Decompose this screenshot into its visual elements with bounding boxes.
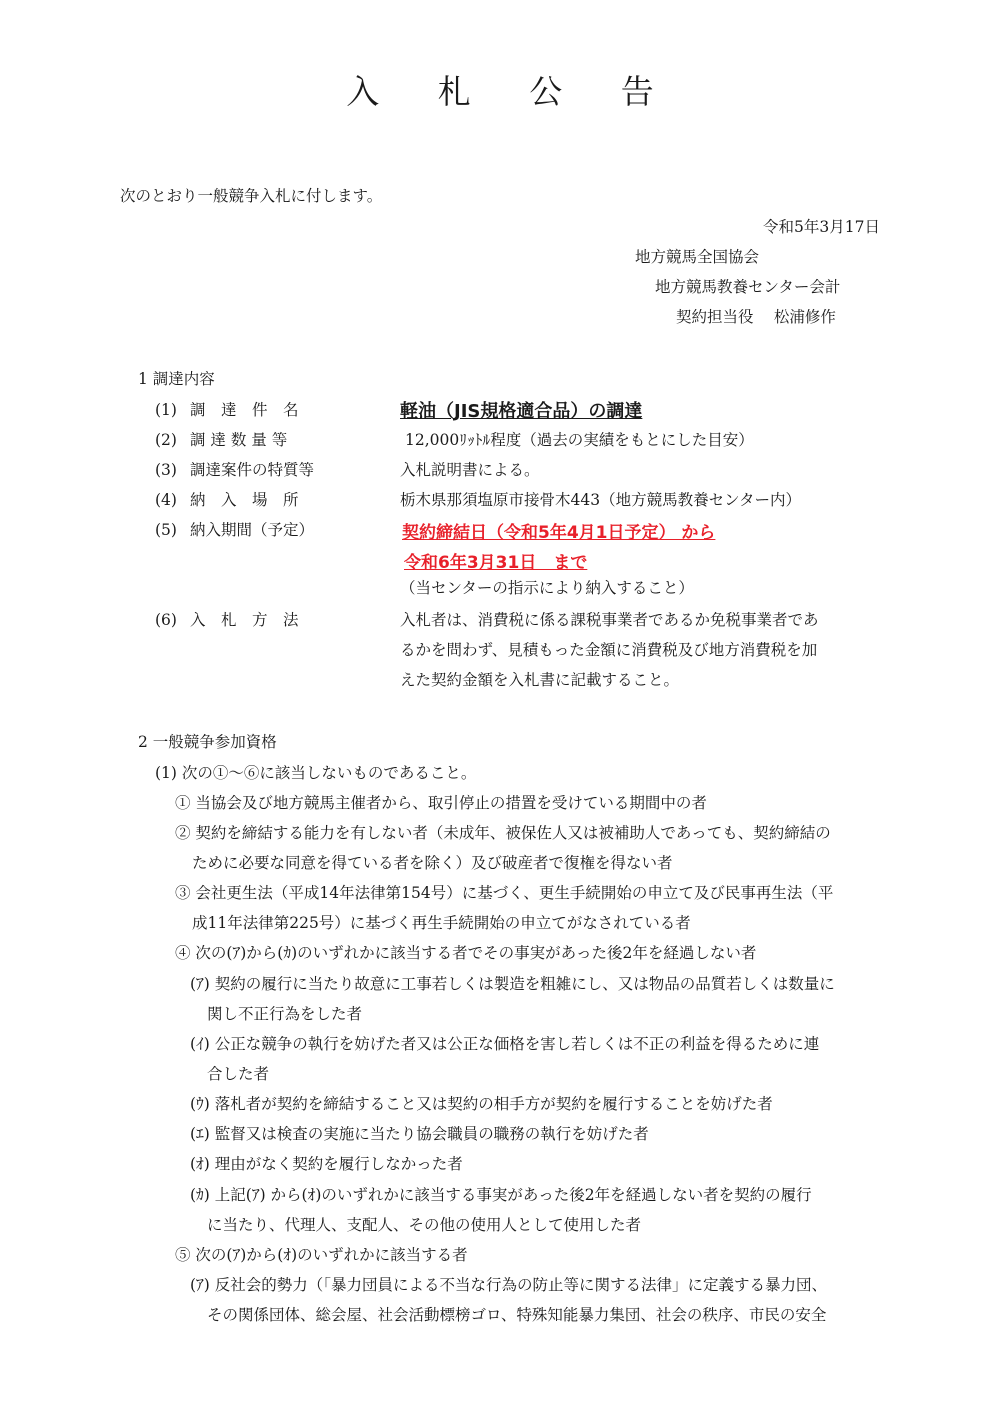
notice-date: 令和5年3月17日 [763,218,880,236]
qualification-line: (ｵ) 理由がなく契約を履行しなかった者 [190,1155,463,1173]
page-title: 入 札 公 告 [346,72,678,111]
item-value: 栃木県那須塩原市接骨木443（地方競馬教養センター内） [400,491,801,509]
item-value: 入札説明書による。 [400,461,540,479]
qualification-line: 関し不正行為をした者 [207,1005,363,1023]
qualification-line: その関係団体、総会屋、社会活動標榜ゴロ、特殊知能暴力集団、社会の秩序、市民の安全 [207,1306,827,1324]
qualification-line: (ｲ) 公正な競争の執行を妨げた者又は公正な価格を害し若しくは不正の利益を得るために連 [190,1035,820,1053]
item-value-line: 入札者は、消費税に係る課税事業者であるか免税事業者であ [400,611,819,629]
item-value-line: るかを問わず、見積もった金額に消費税及び地方消費税を加 [400,641,818,659]
item-label: 納 入 場 所 [190,491,299,509]
qualification-line: 成11年法律第225号）に基づく再生手続開始の申立てがなされている者 [192,914,691,932]
item-label: 調 達 件 名 [190,401,299,419]
issuer-dept: 地方競馬教養センター会計 [655,278,841,296]
qualification-line: (1) 次の①～⑥に該当しないものであること。 [155,764,477,782]
qualification-line: ⑤ 次の(ｱ)から(ｵ)のいずれかに該当する者 [175,1246,468,1264]
qualification-line: ② 契約を締結する能力を有しない者（未成年、被保佐人又は被補助人であっても、契約締結の [175,824,831,842]
item-number: (4) [155,491,177,509]
qualification-line: ① 当協会及び地方競馬主催者から、取引停止の措置を受けている期間中の者 [175,794,707,812]
qualification-line: ④ 次の(ｱ)から(ｶ)のいずれかに該当する者でその事実があった後2年を経過しない者 [175,944,757,962]
qualification-line: (ｳ) 落札者が契約を締結すること又は契約の相手方が契約を履行することを妨げた者 [190,1095,773,1113]
item-label: 納入期間（予定） [190,521,315,539]
qualification-line: (ｱ) 反社会的勢力（「暴力団員による不当な行為の防止等に関する法律」に定義する暴力団、 [190,1276,828,1294]
item-number: (2) [155,431,177,449]
qualification-line: (ｴ) 監督又は検査の実施に当たり協会職員の職務の執行を妨げた者 [190,1125,649,1143]
qualification-line: (ｱ) 契約の履行に当たり故意に工事若しくは製造を粗雑にし、又は物品の品質若しくは数量に [190,975,835,993]
item-label: 調 達 数 量 等 [190,431,288,449]
item-value: 12,000ﾘｯﾄﾙ程度（過去の実績をもとにした目安） [405,431,754,449]
item-number: (5) [155,521,177,539]
delivery-note: （当センターの指示により納入すること） [400,579,694,597]
qualification-line: ③ 会社更生法（平成14年法律第154号）に基づく、更生手続開始の申立て及び民事再生法（平 [175,884,834,902]
item-label: 調達案件の特質等 [190,461,315,479]
item-number: (1) [155,401,177,419]
item-value-line: えた契約金額を入札書に記載すること。 [400,671,680,689]
issuer-org: 地方競馬全国協会 [635,248,760,266]
delivery-period-start: 契約締結日（令和5年4月1日予定） から [402,523,716,543]
issuer-officer: 契約担当役 松浦修作 [676,308,836,326]
qualification-line: ために必要な同意を得ている者を除く）及び破産者で復権を得ない者 [192,854,673,872]
procurement-subject: 軽油（JIS規格適合品）の調達 [400,401,643,422]
qualification-line: (ｶ) 上記(ｱ) から(ｵ)のいずれかに該当する事実があった後2年を経過しない者を契約の履行 [190,1186,812,1204]
delivery-period-end: 令和6年3月31日 まで [404,553,588,573]
section2-heading: 2 一般競争参加資格 [138,733,277,751]
item-label: 入 札 方 法 [190,611,299,629]
qualification-line: 合した者 [207,1065,270,1083]
section1-heading: 1 調達内容 [138,370,215,388]
item-number: (6) [155,611,177,629]
item-number: (3) [155,461,177,479]
intro-text: 次のとおり一般競争入札に付します。 [120,187,383,205]
qualification-line: に当たり、代理人、支配人、その他の使用人として使用した者 [207,1216,642,1234]
